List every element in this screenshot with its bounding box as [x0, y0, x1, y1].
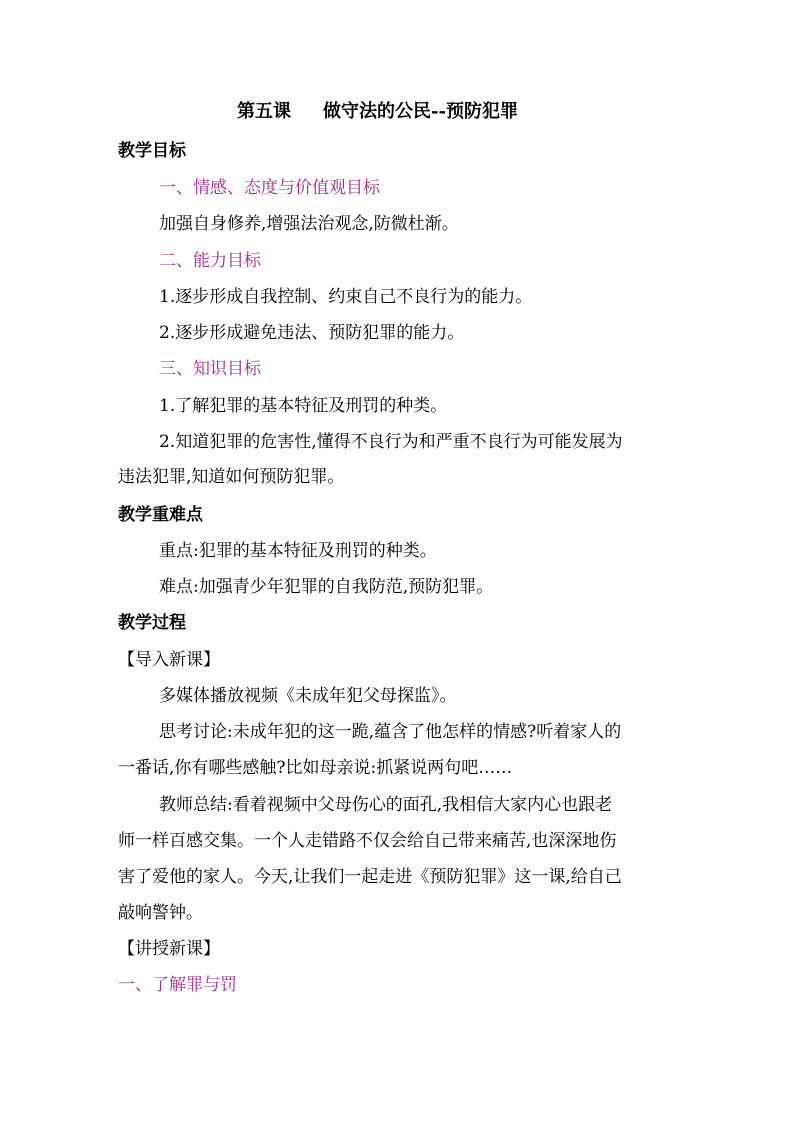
- intro-paragraph-2-line2: 一番话,你有哪些感触?比如母亲说:抓紧说两句吧……: [118, 758, 513, 778]
- intro-paragraph-3-line3: 害了爱他的家人。今天,让我们一起走进《预防犯罪》这一课,给自己: [118, 867, 622, 887]
- intro-label: 【导入新课】: [118, 650, 220, 670]
- goal3-item2-line2: 违法犯罪,知道如何预防犯罪。: [118, 467, 345, 487]
- intro-paragraph-3-line4: 敲响警钟。: [118, 903, 203, 923]
- difficulty-heading: 教学重难点: [118, 505, 203, 525]
- document-title: [237, 100, 518, 124]
- intro-paragraph-3-line2: 师一样百感交集。一个人走错路不仅会给自己带来痛苦,也深深地伤: [118, 831, 617, 851]
- hard-point: 难点:加强青少年犯罪的自我防范,预防犯罪。: [159, 577, 494, 597]
- process-heading: 教学过程: [118, 613, 186, 633]
- new-lesson-label: 【讲授新课】: [118, 939, 220, 959]
- new-lesson-subheading-1: 一、了解罪与罚: [118, 975, 237, 995]
- intro-paragraph-3-line1: 教师总结:看着视频中父母伤心的面孔,我相信大家内心也跟老: [159, 795, 613, 815]
- goal2-heading: 二、能力目标: [159, 251, 261, 271]
- title-main: 做守法的公民--预防犯罪: [323, 101, 518, 122]
- goal1-text: 加强自身修养,增强法治观念,防微杜渐。: [159, 214, 459, 234]
- goal2-item1: 1.逐步形成自我控制、约束自己不良行为的能力。: [159, 287, 533, 307]
- intro-paragraph-1: 多媒体播放视频《未成年犯父母探监》。: [159, 686, 457, 706]
- title-lesson: 第五课: [237, 101, 291, 122]
- key-point: 重点:犯罪的基本特征及刑罚的种类。: [159, 541, 437, 561]
- goal3-heading: 三、知识目标: [159, 359, 261, 379]
- intro-paragraph-2-line1: 思考讨论:未成年犯的这一跪,蕴含了他怎样的情感?听着家人的: [159, 722, 622, 742]
- goal3-item2-line1: 2.知道犯罪的危害性,懂得不良行为和严重不良行为可能发展为: [159, 432, 623, 452]
- goal3-item1: 1.了解犯罪的基本特征及刑罚的种类。: [159, 396, 448, 416]
- goals-heading: 教学目标: [118, 141, 186, 161]
- goal1-heading: 一、情感、态度与价值观目标: [159, 178, 380, 198]
- goal2-item2: 2.逐步形成避免违法、预防犯罪的能力。: [159, 323, 465, 343]
